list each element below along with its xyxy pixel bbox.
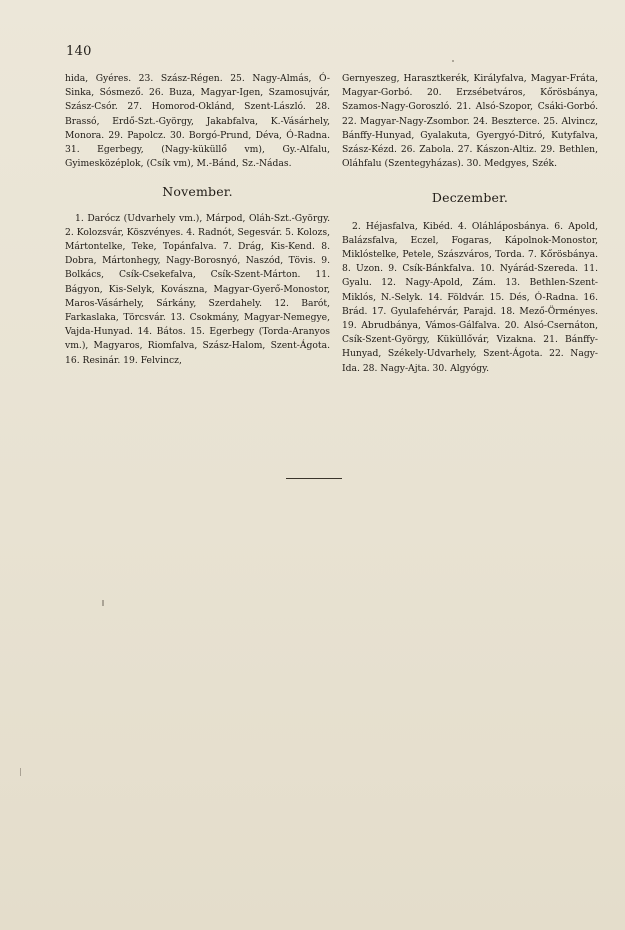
november-heading: November. [162, 184, 233, 200]
paper-speck [452, 60, 454, 62]
paper-speck [20, 768, 21, 776]
end-rule-divider [286, 478, 342, 479]
november-text: 1. Darócz (Udvarhely vm.), Márpod, Oláh-Szt.-György. 2. Kolozsvár, Köszvényes. 4. Radnót, Segesvár. 5. Kolozs, Mártontelke, Teke, Topánfalva. 7. Drág, Kis-Kend. 8. Dobra, Mártonhegy, Nagy-Borosnyó, Naszód, Tövis. 9. Bolkács, Csík-Csekefalva, Csík-Szent-Márton. 11. Bágyon, Kis-Selyk, Kovászna, Magyar-Gyerő-Monostor, Maros-Vásárhely, Sárkány, Szerdahely. 12. Barót, Farkaslaka, Törcsvár. 13. Csokmány, Magyar-Nemegye, Vajda-Hunyad. 14. Bátos. 15. Egerbegy (Torda-Aranyos vm.), Magyaros, Riomfalva, Szász-Halom, Szent-Ágota. 16. Resinár. 19. Felvincz, [65, 212, 330, 366]
paper-speck [102, 600, 104, 606]
right-column [342, 72, 598, 376]
page-number: 140 [66, 44, 92, 59]
december-text: 2. Héjasfalva, Kibéd. 4. Oláhláposbánya. 6. Apold, Balázsfalva, Eczel, Fogaras, Kápolnok-Monostor, Miklóstelke, Petele, Szászváros, Torda. 7. Kőrösbánya. 8. Uzon. 9. Csík-Bánkfalva. 10. Nyárád-Szereda. 11. Gyalu. 12. Nagy-Apold, Zám. 13. Bethlen-Szent-Miklós, N.-Selyk. 14. Földvár. 15. Dés, Ó-Radna. 16. Brád. 17. Gyulafehérvár, Parajd. 18. Mező-Örményes. 19. Abrudbánya, Vámos-Gálfalva. 20. Alsó-Csernáton, Csík-Szent-György, Küküllővár, Vizakna. 21. Bánffy-Hunyad, Székely-Udvarhely, Szent-Ágota. 22. Nagy-Ida. 28. Nagy-Ajta. 30. Algyógy. [342, 220, 598, 374]
december-heading: Deczember. [431, 190, 509, 206]
november-continuation-text: Gernyeszeg, Harasztkerék, Királyfalva, Magyar-Fráta, Magyar-Gorbó. 20. Erzsébetváros, Kőrösbánya, Szamos-Nagy-Goroszló. 21. Alsó-Szopor, Csáki-Gorbó. 22. Magyar-Nagy-Zsombor. 24. Beszterce. 25. Alvincz, Bánffy-Hunyad, Gyalakuta, Gyergyó-Ditró, Kutyfalva, Szász-Kézd. 26. Zabola. 27. Kászon-Altiz. 29. Bethlen, Oláhfalu (Szentegyházas). 30. Medgyes, Szék. [342, 73, 598, 170]
left-column [65, 72, 330, 368]
october-continuation-text: hida, Gyéres. 23. Szász-Régen. 25. Nagy-Almás, Ó-Sinka, Sósmező. 26. Buza, Magyar-Igen, Szamosujvár, Szász-Csór. 27. Homorod-Oklánd, Szent-László. 28. Brassó, Erdő-Szt.-György, Jakabfalva, K.-Vásárhely, Monora. 29. Papolcz. 30. Borgó-Prund, Déva, Ó-Radna. 31. Egerbegy, (Nagy-küküllő vm), Gy.-Alfalu, Gyimesközéplok, (Csík vm), M.-Bánd, Sz.-Nádas. [65, 73, 330, 170]
